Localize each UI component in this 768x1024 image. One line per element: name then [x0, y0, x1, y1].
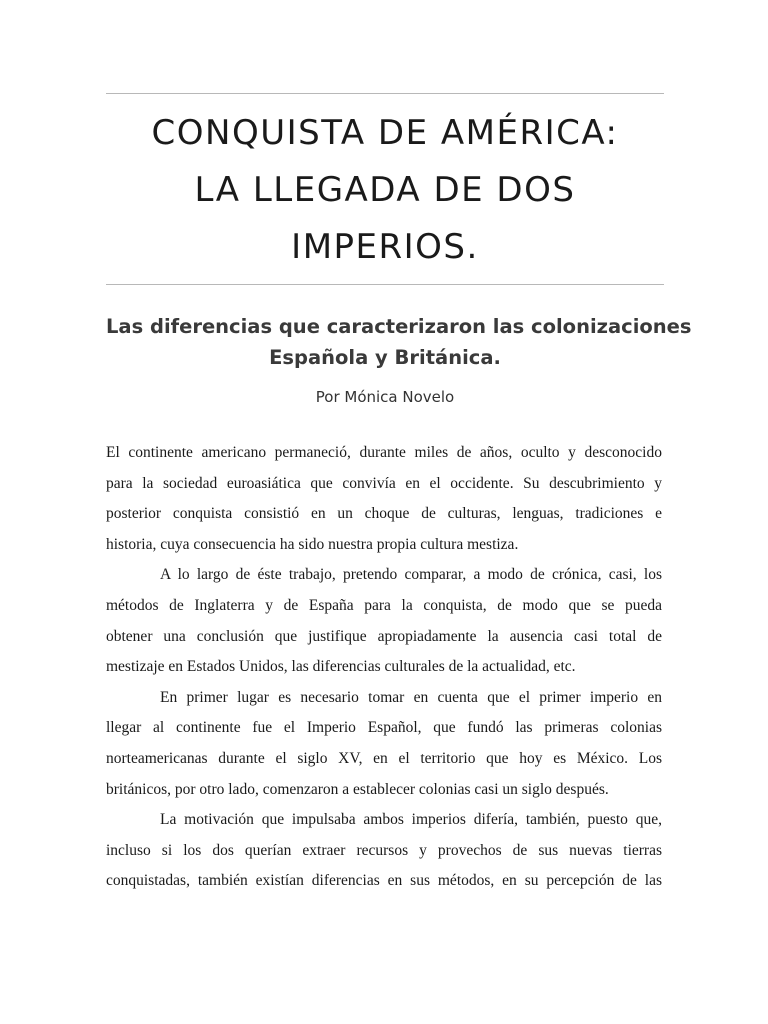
text-line: para la sociedad euroasiática que convivía en el occidente. Su descubrimiento y: [106, 474, 662, 492]
text-line: norteamericanas durante el siglo XV, en el territorio que hoy es México. Los: [106, 749, 662, 767]
subtitle-line: Las diferencias que caracterizaron las colonizaciones: [106, 315, 692, 338]
title-line: IMPERIOS.: [291, 227, 479, 267]
text-line: posterior conquista consistió en un choque de culturas, lenguas, tradiciones e: [106, 505, 662, 523]
text-line: A lo largo de éste trabajo, pretendo comparar, a modo de crónica, casi, los: [160, 566, 662, 584]
document-subtitle: [106, 311, 692, 373]
bottom-divider: [106, 284, 664, 285]
title-line: LA LLEGADA DE DOS: [194, 170, 576, 210]
text-line: métodos de Inglaterra y de España para la conquista, de modo que se pueda: [106, 596, 662, 614]
text-line: incluso si los dos querían extraer recursos y provechos de sus nuevas tierras: [106, 841, 662, 859]
document-title: [106, 105, 664, 276]
text-line: El continente americano permaneció, durante miles de años, oculto y desconocido: [106, 444, 662, 461]
paragraph: [106, 805, 662, 897]
author-byline: Por Mónica Novelo: [315, 388, 455, 406]
text-line: británicos, por otro lado, comenzaron a establecer colonias casi un siglo después.: [106, 780, 609, 798]
text-line: llegar al continente fue el Imperio Español, que fundó las primeras colonias: [106, 719, 662, 737]
title-line: CONQUISTA DE AMÉRICA:: [151, 113, 619, 153]
document-body: [106, 438, 662, 897]
text-line: En primer lugar es necesario tomar en cuenta que el primer imperio en: [160, 688, 662, 706]
text-line: mestizaje en Estados Unidos, las diferencias culturales de la actualidad, etc.: [106, 658, 576, 676]
text-line: La motivación que impulsaba ambos imperios difería, también, puesto que,: [160, 811, 662, 829]
text-line: historia, cuya consecuencia ha sido nuestra propia cultura mestiza.: [106, 535, 519, 553]
paragraph: [106, 683, 662, 805]
top-divider: [106, 93, 664, 94]
paragraph: [106, 438, 662, 560]
text-line: obtener una conclusión que justifique apropiadamente la ausencia casi total de: [106, 627, 662, 645]
text-line: conquistadas, también existían diferencias en sus métodos, en su percepción de las: [106, 872, 662, 890]
subtitle-line: Española y Británica.: [269, 346, 501, 369]
paragraph: [106, 560, 662, 682]
